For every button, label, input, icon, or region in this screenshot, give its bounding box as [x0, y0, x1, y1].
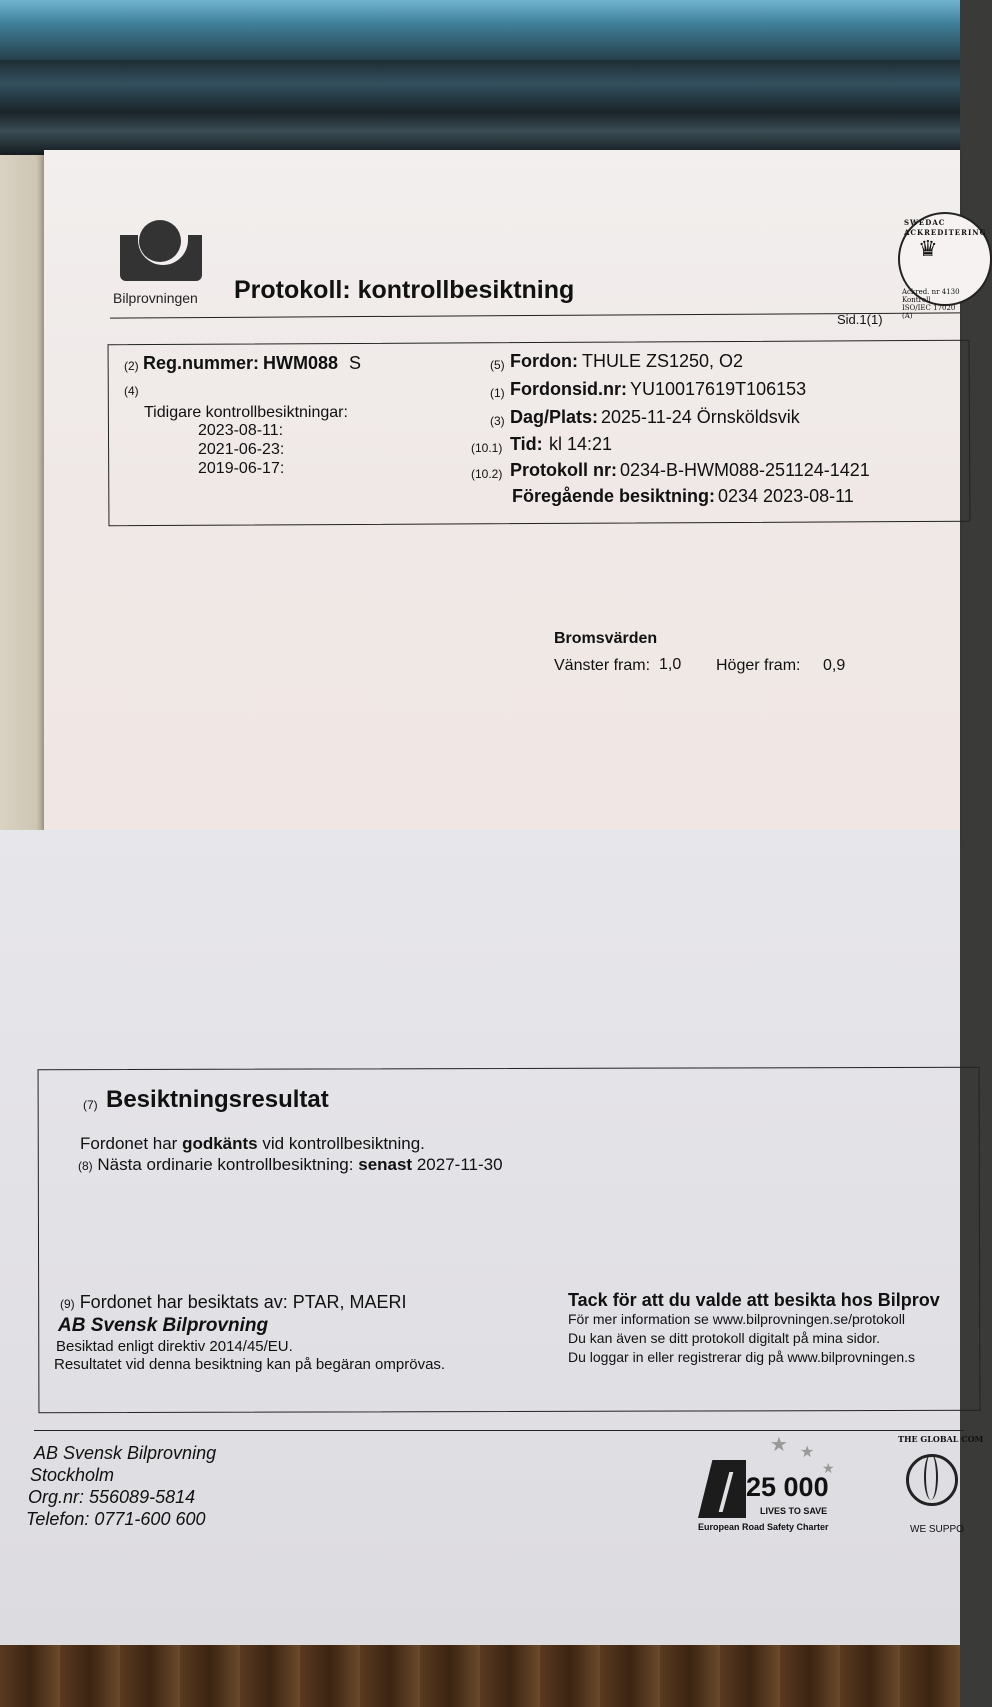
protocol-label: Protokoll nr:	[510, 460, 617, 480]
footer-phone: Telefon: 0771-600 600	[26, 1509, 206, 1529]
previous-inspection-value: 0234 2023-08-11	[718, 486, 854, 506]
reg-label: Reg.nummer:	[143, 353, 260, 373]
info-text: För mer information se www.bilprovningen.se/protokoll	[568, 1311, 905, 1327]
brake-right-value: 0,9	[823, 657, 846, 674]
result-heading: Besiktningsresultat	[106, 1086, 329, 1113]
footer-divider	[34, 1430, 964, 1431]
star-icon: ★	[822, 1460, 835, 1476]
brake-left-value: 1,0	[659, 656, 682, 673]
field-number: (10.2)	[471, 467, 503, 481]
page-number: Sid.1(1)	[837, 312, 883, 327]
thanks-text: Tack för att du valde att besikta hos Bilprov	[568, 1290, 940, 1310]
vin-label: Fordonsid.nr:	[510, 379, 627, 399]
brake-left-label: Vänster fram:	[554, 657, 651, 674]
previous-inspections-label: Tidigare kontrollbesiktningar:	[144, 404, 348, 421]
global-compact-logo	[896, 1432, 984, 1542]
info-text: Du loggar in eller registrerar dig på www.bilprovningen.s	[568, 1349, 916, 1365]
charter-number: 25 000	[746, 1472, 829, 1502]
field-number: (2)	[124, 359, 139, 373]
page-title: Protokoll: kontrollbesiktning	[234, 276, 575, 304]
vin-value: YU10017619T106153	[630, 379, 807, 399]
result-approved-line: Fordonet har godkänts vid kontrollbesiktning.	[80, 1134, 425, 1153]
footer-org-number: Org.nr: 556089-5814	[28, 1487, 196, 1507]
field-number: (1)	[490, 386, 505, 400]
vehicle-label: Fordon:	[510, 351, 578, 371]
star-icon: ★	[770, 1434, 788, 1456]
compact-ring-text: THE GLOBAL COM	[898, 1434, 984, 1444]
previous-inspection-date: 2021-06-23:	[198, 441, 285, 458]
date-place-label: Dag/Plats:	[510, 407, 599, 427]
footer-city: Stockholm	[30, 1465, 115, 1485]
star-icon: ★	[800, 1444, 815, 1461]
bilprovningen-logo	[110, 215, 210, 306]
field-number: (3)	[490, 414, 505, 428]
brake-right-label: Höger fram:	[716, 657, 801, 674]
directive-text: Besiktad enligt direktiv 2014/45/EU.	[56, 1338, 293, 1355]
next-inspection-line: (8) Nästa ordinarie kontrollbesiktning: senast 2027-11-30	[78, 1155, 503, 1174]
footer-company: AB Svensk Bilprovning	[34, 1443, 217, 1463]
road-safety-charter-logo	[698, 1432, 858, 1542]
charter-name: European Road Safety Charter	[698, 1522, 829, 1532]
compact-support-text: WE SUPPO	[910, 1524, 964, 1535]
review-text: Resultatet vid denna besiktning kan på begäran omprövas.	[54, 1356, 446, 1373]
time-value: kl 14:21	[549, 434, 613, 454]
seal-details: Ackred. nr 4130 Kontroll ISO/IEC 17020 (A)	[902, 288, 960, 320]
company-name: AB Svensk Bilprovning	[58, 1315, 269, 1336]
field-number: (5)	[490, 358, 505, 372]
globe-meridians	[924, 1454, 938, 1500]
previous-inspection-date: 2019-06-17:	[198, 460, 285, 477]
info-text: Du kan även se ditt protokoll digitalt på mina sidor.	[568, 1330, 881, 1346]
time-label: Tid:	[510, 434, 543, 454]
logo-circle-shape	[139, 220, 181, 262]
field-number: (10.1)	[471, 441, 503, 455]
reg-suffix: S	[349, 353, 362, 373]
swedac-seal	[898, 212, 987, 320]
field-number: (7)	[83, 1098, 98, 1112]
brake-values-heading: Bromsvärden	[554, 630, 658, 647]
charter-subtitle: LIVES TO SAVE	[760, 1506, 828, 1516]
previous-inspection-date: 2023-08-11:	[198, 422, 284, 439]
logo-text: Bilprovningen	[113, 290, 198, 306]
reg-value: HWM088	[263, 353, 339, 373]
seal-ring-text: SWEDAC ACKREDITERING	[904, 218, 987, 237]
crown-icon: ♛	[918, 236, 938, 261]
inspector-line: (9) Fordonet har besiktats av: PTAR, MAERI	[60, 1292, 407, 1312]
protocol-value: 0234-B-HWM088-251124-1421	[620, 460, 870, 480]
field-number: (4)	[124, 384, 139, 398]
vehicle-value: THULE ZS1250, O2	[582, 351, 744, 371]
date-place-value: 2025-11-24 Örnsköldsvik	[601, 407, 800, 427]
previous-inspection-label: Föregående besiktning:	[512, 486, 716, 506]
